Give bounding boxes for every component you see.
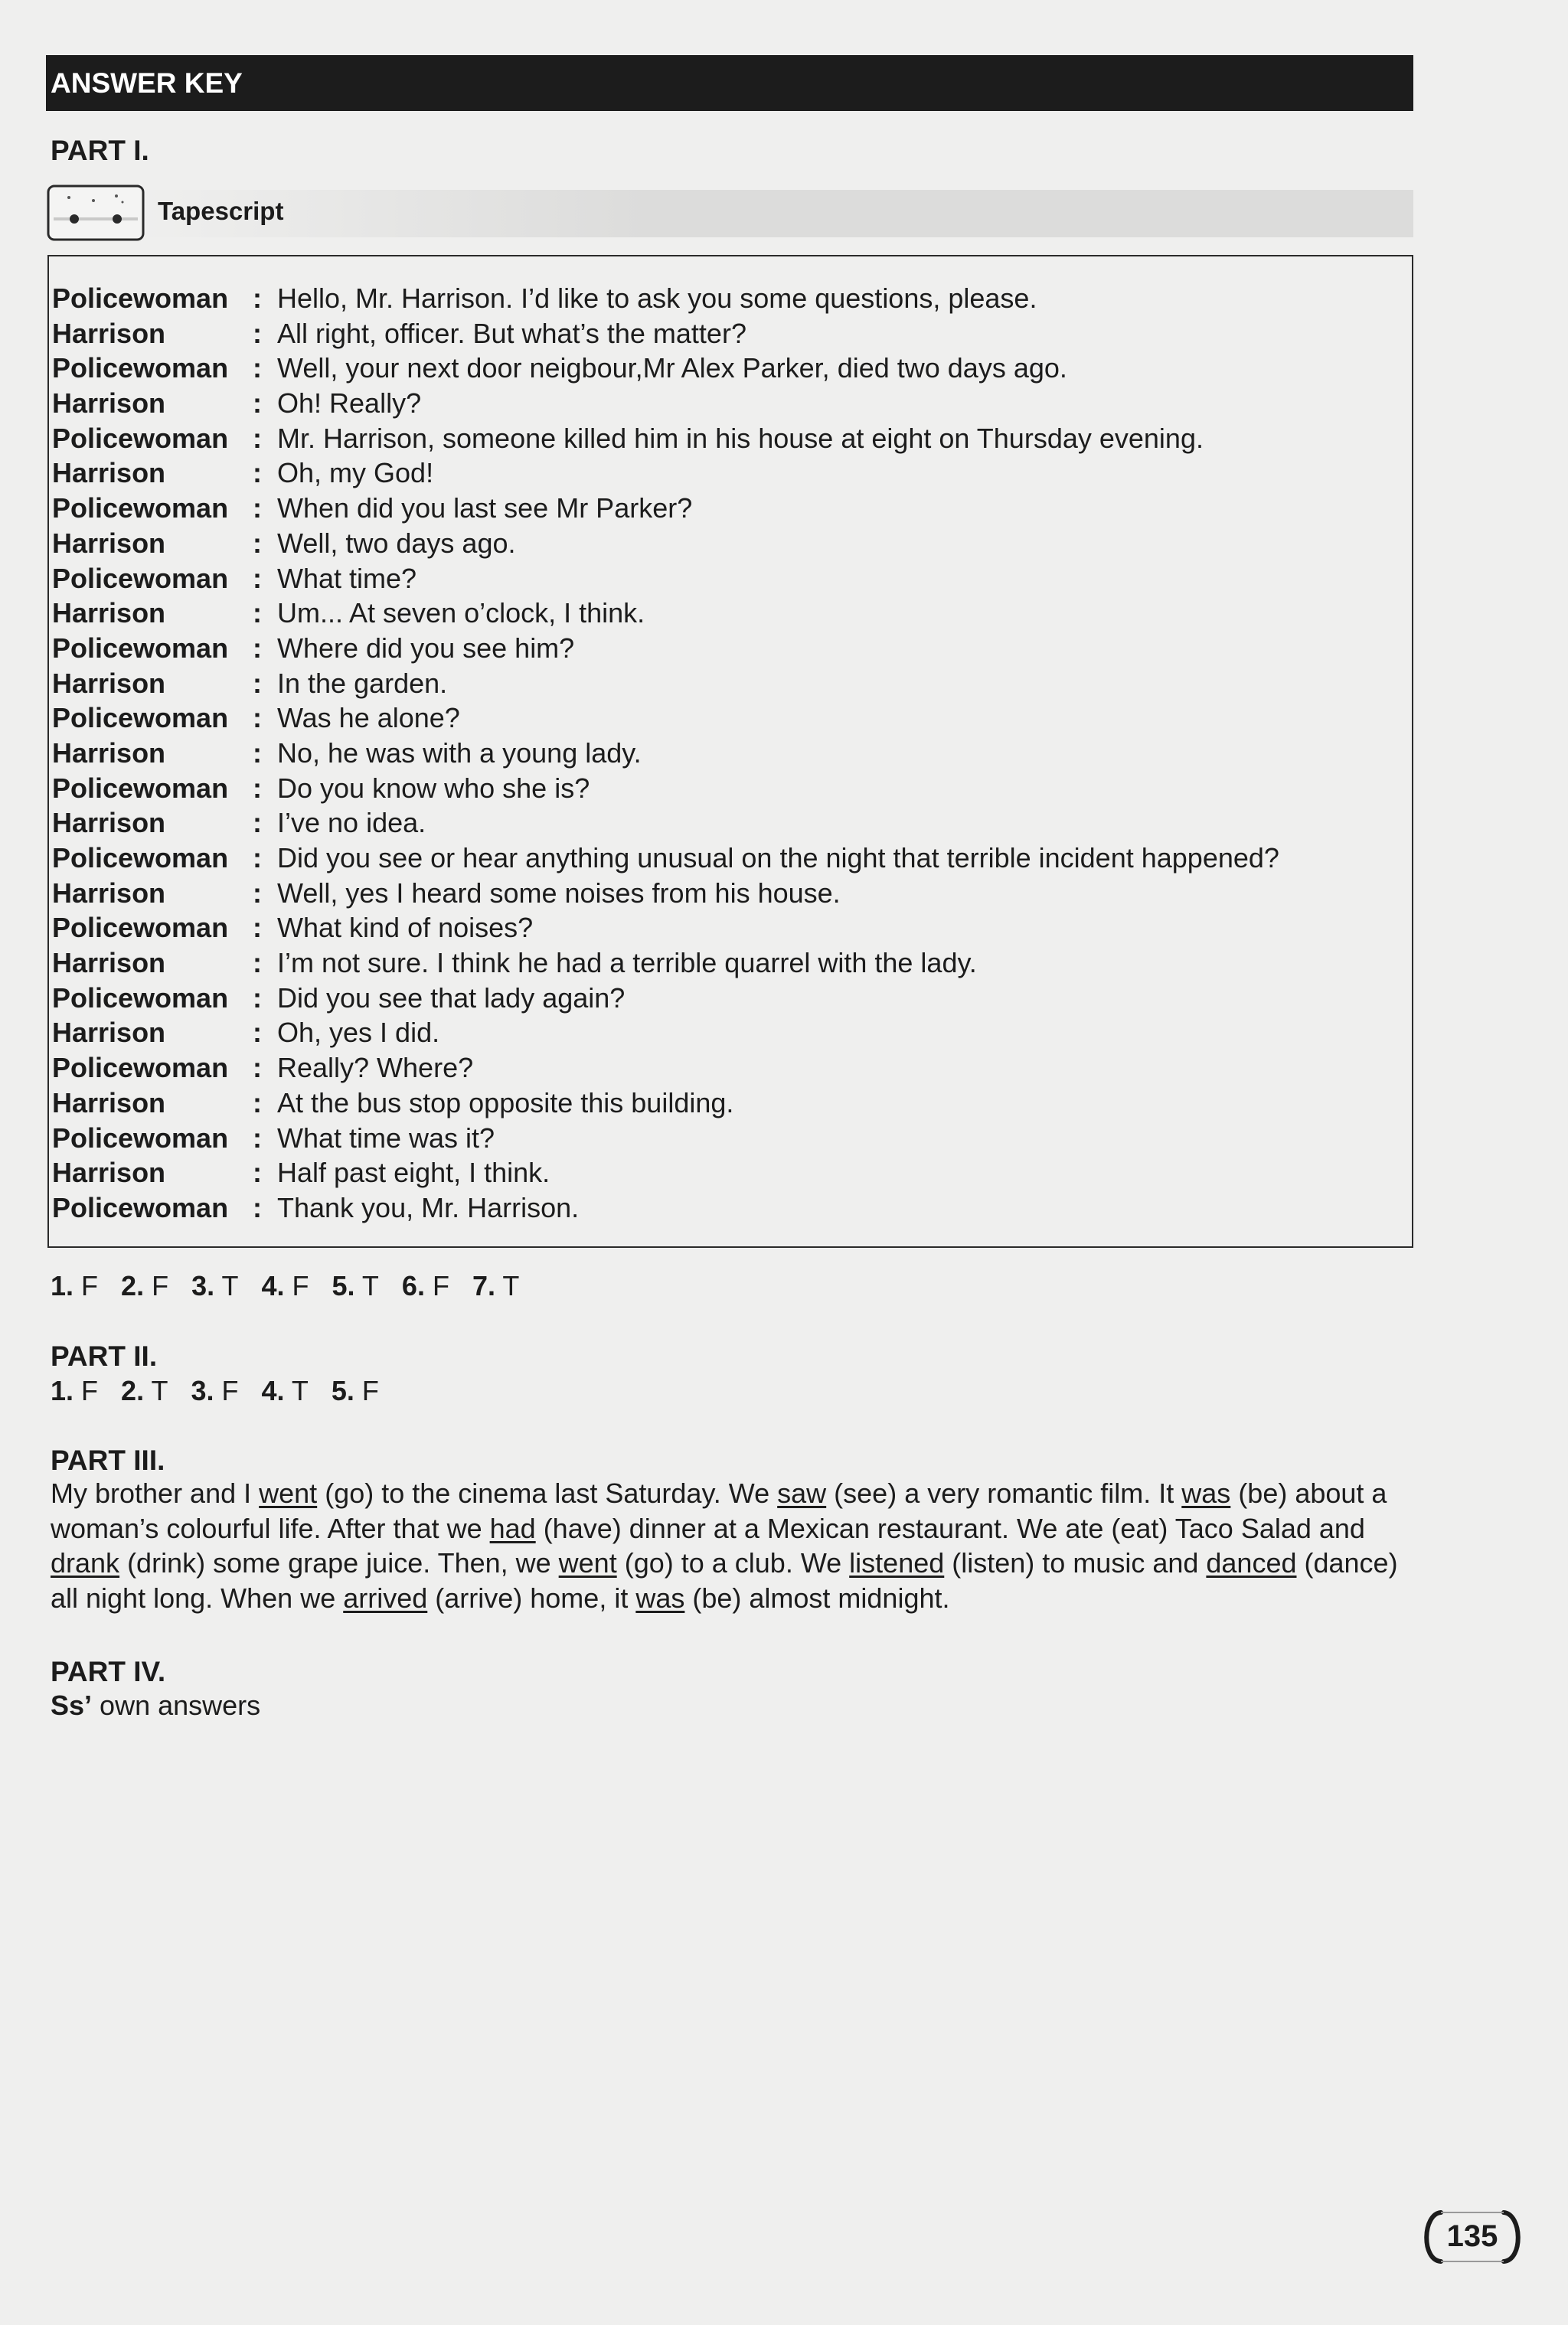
speaker-colon: :: [253, 947, 262, 979]
ss-label: Ss’: [51, 1690, 93, 1721]
speaker-name: Harrison: [52, 736, 166, 769]
page-number-badge: [1418, 2206, 1527, 2268]
speaker-colon: :: [253, 1017, 262, 1049]
utterance-text: I’m not sure. I think he had a terrible quarrel with the lady.: [277, 947, 977, 979]
answer-number: 6.: [401, 1270, 425, 1301]
answer-item: [51, 1269, 98, 1303]
utterance-text: Really? Where?: [277, 1052, 474, 1084]
utterance-text: What time?: [277, 562, 417, 594]
paragraph-text: (be) about a woman’s colourful life. After that we: [51, 1478, 1387, 1544]
answer-number: 3.: [191, 1375, 214, 1406]
underlined-verb: went: [558, 1547, 617, 1579]
part-2-heading: PART II.: [51, 1340, 158, 1372]
speaker-colon: :: [253, 877, 262, 909]
answer-number: 1.: [51, 1270, 74, 1301]
speaker-name: Policewoman: [52, 772, 229, 804]
speaker-name: Policewoman: [52, 492, 229, 524]
speaker-name: Policewoman: [52, 352, 229, 384]
speaker-name: Policewoman: [52, 981, 229, 1014]
answer-value: F: [361, 1375, 379, 1406]
part-3-paragraph: [51, 1476, 1421, 1615]
answer-value: F: [152, 1270, 169, 1301]
answer-value: F: [221, 1375, 239, 1406]
utterance-text: At the bus stop opposite this building.: [277, 1086, 734, 1118]
utterance-text: What time was it?: [277, 1122, 495, 1154]
utterance-text: Hello, Mr. Harrison. I’d like to ask you some questions, please.: [277, 282, 1037, 314]
speaker-name: Harrison: [52, 1157, 166, 1189]
utterance-text: Um... At seven o’clock, I think.: [277, 597, 645, 629]
speaker-name: Harrison: [52, 1017, 166, 1049]
paragraph-text: (arrive) home, it: [427, 1582, 636, 1614]
paragraph-text: (see) a very romantic film. It: [826, 1478, 1182, 1509]
speaker-name: Policewoman: [52, 1122, 229, 1154]
utterance-text: Oh! Really?: [277, 387, 422, 420]
answer-item: [472, 1269, 519, 1303]
speaker-name: Policewoman: [52, 912, 229, 944]
paragraph-text: (be) almost midnight.: [684, 1582, 950, 1614]
answer-item: [332, 1269, 379, 1303]
answer-number: 5.: [331, 1375, 354, 1406]
page-number: 135: [1446, 2219, 1498, 2253]
speaker-colon: :: [253, 632, 262, 664]
speaker-colon: :: [253, 736, 262, 769]
answer-item: [261, 1374, 308, 1408]
underlined-verb: arrived: [343, 1582, 428, 1614]
utterance-text: Thank you, Mr. Harrison.: [277, 1191, 580, 1223]
speaker-colon: :: [253, 457, 262, 489]
utterance-text: In the garden.: [277, 667, 448, 699]
answer-key-header: ANSWER KEY: [46, 55, 1413, 111]
speaker-colon: :: [253, 282, 262, 314]
speaker-colon: :: [253, 422, 262, 454]
speaker-name: Harrison: [52, 1086, 166, 1118]
answer-item: [191, 1374, 238, 1408]
answer-item: [261, 1269, 309, 1303]
answer-number: 4.: [261, 1375, 285, 1406]
answer-number: 4.: [261, 1270, 285, 1301]
utterance-text: Well, your next door neigbour,Mr Alex Parker, died two days ago.: [277, 352, 1067, 384]
speaker-colon: :: [253, 772, 262, 804]
speaker-name: Harrison: [52, 527, 166, 559]
answer-item: [121, 1269, 168, 1303]
utterance-text: Did you see or hear anything unusual on the night that terrible incident happened?: [277, 842, 1279, 874]
utterance-text: Do you know who she is?: [277, 772, 590, 804]
speaker-name: Policewoman: [52, 562, 229, 594]
speaker-colon: :: [253, 562, 262, 594]
answer-value: F: [81, 1270, 99, 1301]
speaker-name: Policewoman: [52, 842, 229, 874]
speaker-colon: :: [253, 981, 262, 1014]
answer-number: 2.: [121, 1270, 145, 1301]
paragraph-text: (listen) to music and: [944, 1547, 1207, 1579]
answer-item: [51, 1374, 98, 1408]
underlined-verb: had: [489, 1512, 536, 1544]
part-3-heading: PART III.: [51, 1445, 165, 1476]
speaker-colon: :: [253, 1122, 262, 1154]
utterance-text: When did you last see Mr Parker?: [277, 492, 693, 524]
paragraph-text: (go) to a club. We: [616, 1547, 850, 1579]
speaker-colon: :: [253, 597, 262, 629]
speaker-name: Harrison: [52, 317, 166, 349]
speaker-colon: :: [253, 1052, 262, 1084]
utterance-text: What kind of noises?: [277, 912, 534, 944]
speaker-colon: :: [253, 387, 262, 420]
speaker-colon: :: [253, 912, 262, 944]
speaker-name: Harrison: [52, 877, 166, 909]
answer-value: F: [432, 1270, 449, 1301]
speaker-colon: :: [253, 317, 262, 349]
speaker-name: Harrison: [52, 947, 166, 979]
underlined-verb: drank: [51, 1547, 120, 1579]
answer-value: T: [291, 1375, 309, 1406]
speaker-colon: :: [253, 842, 262, 874]
answer-value: T: [221, 1270, 239, 1301]
underlined-verb: danced: [1206, 1547, 1297, 1579]
utterance-text: No, he was with a young lady.: [277, 736, 642, 769]
paragraph-text: (have) dinner at a Mexican restaurant. We ate (eat) Taco Salad and: [535, 1512, 1365, 1544]
utterance-text: Half past eight, I think.: [277, 1157, 550, 1189]
speaker-colon: :: [253, 807, 262, 839]
utterance-text: All right, officer. But what’s the matter?: [277, 317, 746, 349]
speaker-colon: :: [253, 667, 262, 699]
answer-number: 3.: [191, 1270, 215, 1301]
utterance-text: Mr. Harrison, someone killed him in his house at eight on Thursday evening.: [277, 422, 1204, 454]
speaker-name: Policewoman: [52, 702, 229, 734]
own-answers-text: own answers: [92, 1690, 261, 1721]
underlined-verb: was: [1181, 1478, 1231, 1509]
paragraph-text: (go) to the cinema last Saturday. We: [317, 1478, 778, 1509]
utterance-text: I’ve no idea.: [277, 807, 426, 839]
speaker-colon: :: [253, 352, 262, 384]
answer-value: T: [361, 1270, 379, 1301]
speaker-name: Policewoman: [52, 632, 229, 664]
speaker-colon: :: [253, 527, 262, 559]
answer-item: [332, 1374, 379, 1408]
utterance-text: Was he alone?: [277, 702, 460, 734]
part-1-heading: PART I.: [51, 135, 149, 166]
part-2-answers: [51, 1374, 402, 1408]
underlined-verb: saw: [777, 1478, 827, 1509]
answer-value: F: [81, 1375, 99, 1406]
tapescript-banner: [46, 184, 1413, 242]
utterance-text: Where did you see him?: [277, 632, 575, 664]
answer-value: F: [292, 1270, 309, 1301]
speaker-name: Policewoman: [52, 422, 229, 454]
speaker-name: Harrison: [52, 597, 166, 629]
answer-number: 2.: [121, 1375, 145, 1406]
tapescript-label: Tapescript: [158, 197, 284, 225]
paragraph-text: My brother and I: [51, 1478, 260, 1509]
speaker-colon: :: [253, 1157, 262, 1189]
part-4-heading: PART IV.: [51, 1656, 166, 1687]
answer-item: [191, 1269, 238, 1303]
paragraph-text: (dance) all night long. When we: [51, 1547, 1398, 1614]
utterance-text: Oh, yes I did.: [277, 1017, 440, 1049]
speaker-name: Harrison: [52, 807, 166, 839]
speaker-name: Harrison: [52, 667, 166, 699]
utterance-text: Did you see that lady again?: [277, 981, 626, 1014]
paragraph-text: (drink) some grape juice. Then, we: [119, 1547, 559, 1579]
tapescript-stripe: [138, 190, 1413, 237]
answer-value: T: [502, 1270, 520, 1301]
speaker-name: Policewoman: [52, 282, 229, 314]
speaker-name: Policewoman: [52, 1052, 229, 1084]
answer-number: 1.: [51, 1375, 74, 1406]
cassette-tape-icon: [46, 184, 145, 242]
answer-item: [121, 1374, 168, 1408]
speaker-name: Harrison: [52, 457, 166, 489]
answer-item: [402, 1269, 449, 1303]
utterance-text: Well, yes I heard some noises from his house.: [277, 877, 841, 909]
underlined-verb: was: [635, 1582, 685, 1614]
utterance-text: Oh, my God!: [277, 457, 434, 489]
speaker-name: Harrison: [52, 387, 166, 420]
speaker-colon: :: [253, 1086, 262, 1118]
speaker-colon: :: [253, 1191, 262, 1223]
speaker-name: Policewoman: [52, 1191, 229, 1223]
underlined-verb: listened: [849, 1547, 945, 1579]
underlined-verb: went: [259, 1478, 318, 1509]
answer-number: 7.: [472, 1270, 495, 1301]
tapescript-box: [47, 255, 1413, 1248]
speaker-colon: :: [253, 492, 262, 524]
utterance-text: Well, two days ago.: [277, 527, 516, 559]
speaker-colon: :: [253, 702, 262, 734]
answer-value: T: [151, 1375, 168, 1406]
answer-number: 5.: [332, 1270, 355, 1301]
part-1-answers: [51, 1269, 542, 1303]
part-4-answer: [51, 1689, 260, 1723]
